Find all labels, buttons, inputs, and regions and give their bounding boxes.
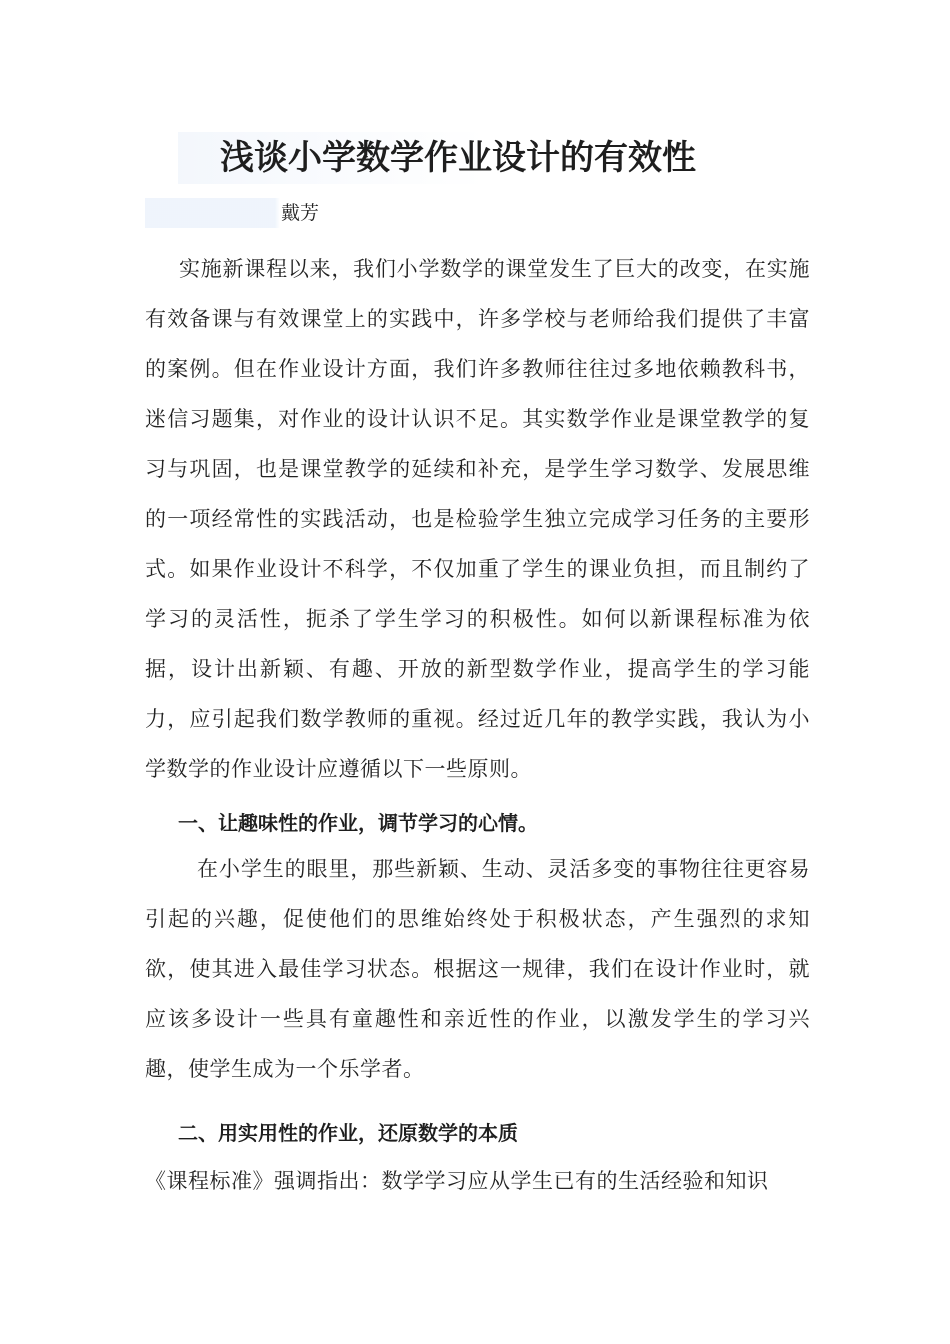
section-2-paragraph: 《课程标准》强调指出：数学学习应从学生已有的生活经验和知识 xyxy=(145,1169,769,1193)
section-heading-2: 二、用实用性的作业，还原数学的本质 xyxy=(178,1121,518,1145)
section-heading-1: 一、让趣味性的作业，调节学习的心情。 xyxy=(178,811,538,835)
section-1-paragraph: 在小学生的眼里，那些新颖、生动、灵活多变的事物往往更容易引起的兴趣，促使他们的思维始终处于积极状态，产生强烈的求知欲，使其进入最佳学习状态。根据这一规律，我们在设计作业时，就应该多设计一些具有童趣性和亲近性的作业，以激发学生的学习兴趣，使学生成为一个乐学者。 xyxy=(145,857,810,1081)
intro-paragraph: 实施新课程以来，我们小学数学的课堂发生了巨大的改变，在实施有效备课与有效课堂上的实践中，许多学校与老师给我们提供了丰富的案例。但在作业设计方面，我们许多教师往往过多地依赖教科书，迷信习题集，对作业的设计认识不足。其实数学作业是课堂教学的复习与巩固，也是课堂教学的延续和补充，是学生学习数学、发展思维的一项经常性的实践活动，也是检验学生独立完成学习任务的主要形式。如果作业设计不科学，不仅加重了学生的课业负担，而且制约了学习的灵活性，扼杀了学生学习的积极性。如何以新课程标准为依据，设计出新颖、有趣、开放的新型数学作业，提高学生的学习能力，应引起我们数学教师的重视。经过近几年的教学实践，我认为小学数学的作业设计应遵循以下一些原则。 xyxy=(145,257,810,781)
author-line xyxy=(145,198,345,228)
author-name: 戴芳 xyxy=(281,202,320,224)
document-title: 浅谈小学数学作业设计的有效性 xyxy=(178,132,738,184)
